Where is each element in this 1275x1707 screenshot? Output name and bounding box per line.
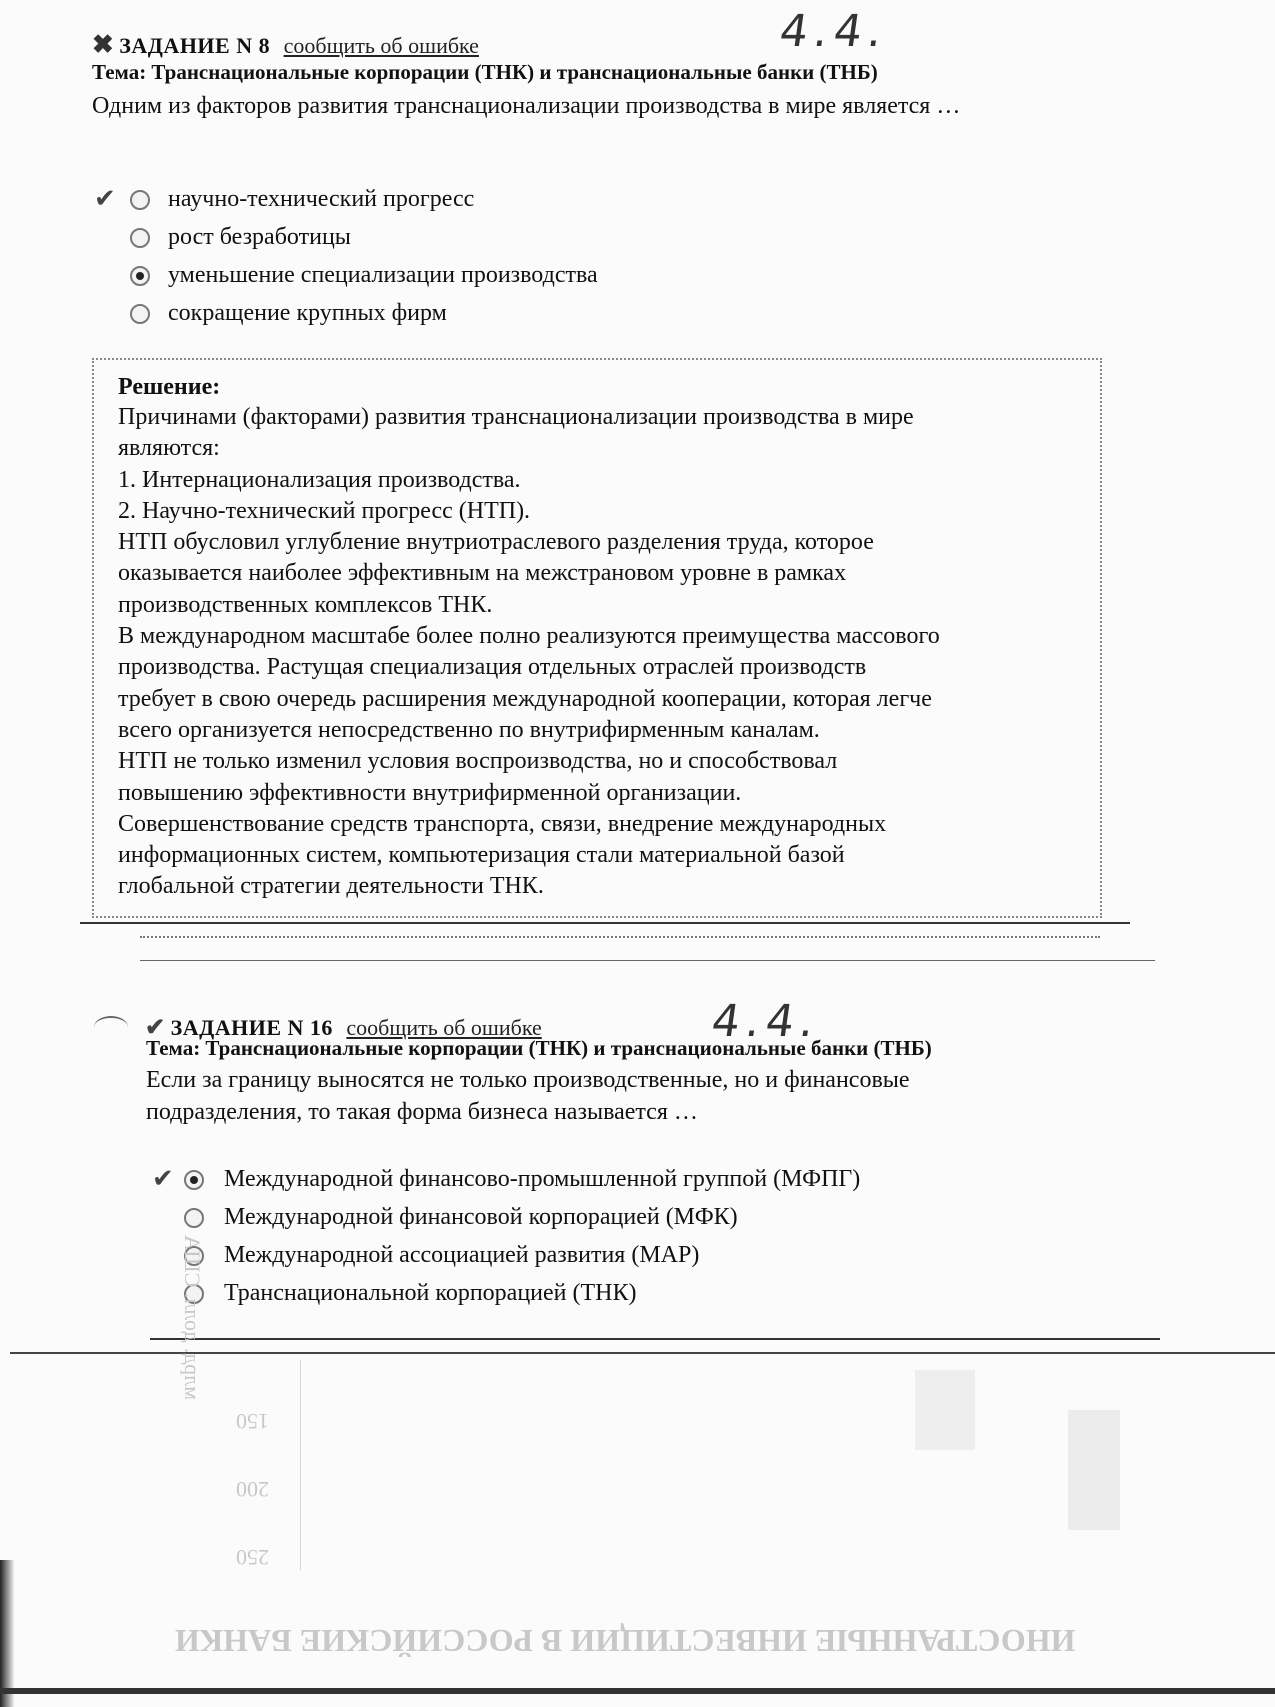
task1-option[interactable] [92, 180, 992, 218]
solution-line: всего организуется непосредственно по внутрифирменным каналам. [118, 716, 820, 743]
scan-edge [0, 1560, 14, 1707]
cut-line [150, 1338, 1160, 1340]
option-label: сокращение крупных фирм [168, 300, 447, 326]
solution-text [118, 402, 940, 903]
task1-option[interactable] [92, 218, 992, 256]
ghost-bar [915, 1370, 975, 1450]
task1-option[interactable] [92, 256, 992, 294]
solution-line: В международном масштабе более полно реализуются преимущества массового [118, 623, 940, 650]
radio-button-selected[interactable] [184, 1170, 204, 1190]
solution-line: 1. Интернационализация производства. [118, 466, 521, 493]
solution-box [92, 358, 1102, 918]
solution-line: требует в свою очередь расширения международной кооперации, которая легче [118, 685, 932, 712]
solution-line: 2. Научно-технический прогресс (НТП). [118, 497, 531, 524]
option-label: уменьшение специализации производства [168, 262, 598, 288]
option-label: Международной финансово-промышленной группой (МФПГ) [224, 1166, 861, 1192]
ghost-heading: ИНОСТРАННЫЕ ИНВЕСТИЦИИ В РОССИЙСКИЕ БАНКИ [175, 1623, 1076, 1659]
scan-edge [0, 1688, 1275, 1694]
option-label: Международной финансовой корпорацией (МФК) [224, 1204, 738, 1230]
task1-topic: Тема: Транснациональные корпорации (ТНК) и транснациональные банки (ТНБ) [92, 60, 878, 84]
option-label: научно-технический прогресс [168, 186, 475, 212]
solution-line: глобальной стратегии деятельности ТНК. [118, 873, 544, 900]
ghost-tick: 250 [236, 1545, 269, 1570]
divider [140, 960, 1155, 961]
check-icon: ✔ [94, 184, 116, 213]
ghost-bar [1068, 1410, 1120, 1530]
ghost-axis [300, 1360, 301, 1570]
solution-line: являются: [118, 435, 220, 462]
solution-line: информационных систем, компьютеризация стали материальной базой [118, 842, 845, 869]
option-label: Транснациональной корпорацией (ТНК) [224, 1280, 637, 1306]
task2-handwritten-score: 4.4. [708, 996, 824, 1047]
solution-line: повышению эффективности внутрифирменной организации. [118, 779, 742, 806]
task2-label: ЗАДАНИЕ N 16 [170, 1015, 333, 1040]
radio-button[interactable] [130, 304, 150, 324]
option-label: рост безработицы [168, 224, 351, 250]
task2-option[interactable] [146, 1274, 1146, 1312]
solution-line: НТП не только изменил условия воспроизводства, но и способствовал [118, 748, 838, 775]
radio-button-selected[interactable] [130, 266, 150, 286]
task1-report-link[interactable]: сообщить об ошибке [283, 33, 479, 58]
solution-line: Совершенствование средств транспорта, связи, внедрение международных [118, 810, 887, 837]
solution-line: оказывается наиболее эффективным на межстрановом уровне в рамках [118, 560, 847, 587]
task1-handwritten-score: 4.4. [776, 6, 892, 57]
ghost-tick: 150 [236, 1409, 269, 1434]
radio-button[interactable] [130, 228, 150, 248]
task2-option[interactable] [146, 1160, 1146, 1198]
cut-line [80, 922, 1130, 924]
option-label: Международной ассоциацией развития (МАР) [224, 1242, 700, 1268]
cross-icon: ✖ [92, 30, 114, 59]
page-curl-icon [94, 1016, 128, 1038]
radio-button[interactable] [184, 1208, 204, 1228]
ghost-tick: 200 [236, 1477, 269, 1502]
task1-label: ЗАДАНИЕ N 8 [119, 33, 271, 58]
task2-question: Если за границу выносятся не только производственные, но и финансовые подразделения, то такая форма бизнеса называется … [146, 1067, 910, 1125]
task2-topic: Тема: Транснациональные корпорации (ТНК) и транснациональные банки (ТНБ) [146, 1036, 932, 1060]
radio-button[interactable] [130, 190, 150, 210]
task1-options [92, 180, 992, 332]
task2-report-link[interactable]: сообщить об ошибке [346, 1015, 542, 1040]
task2-option[interactable] [146, 1198, 1146, 1236]
task1-header [92, 30, 479, 60]
check-icon: ✔ [152, 1164, 174, 1193]
solution-line: производственных комплексов ТНК. [118, 591, 493, 618]
check-icon: ✔ [145, 1015, 166, 1041]
ghost-axis-label: млрд. долл. США [180, 1234, 205, 1400]
task1-option[interactable] [92, 294, 992, 332]
solution-line: производства. Растущая специализация отдельных отраслей производств [118, 654, 867, 681]
divider [140, 936, 1100, 938]
task2-options [146, 1160, 1146, 1312]
task2-option[interactable] [146, 1236, 1146, 1274]
task1-question: Одним из факторов развития транснационализации производства в мире является … [92, 93, 961, 119]
solution-line: Причинами (факторами) развития транснационализации производства в мире [118, 404, 914, 430]
solution-title: Решение: [118, 374, 221, 400]
solution-line: НТП обусловил углубление внутриотраслевого разделения труда, которое [118, 529, 874, 556]
